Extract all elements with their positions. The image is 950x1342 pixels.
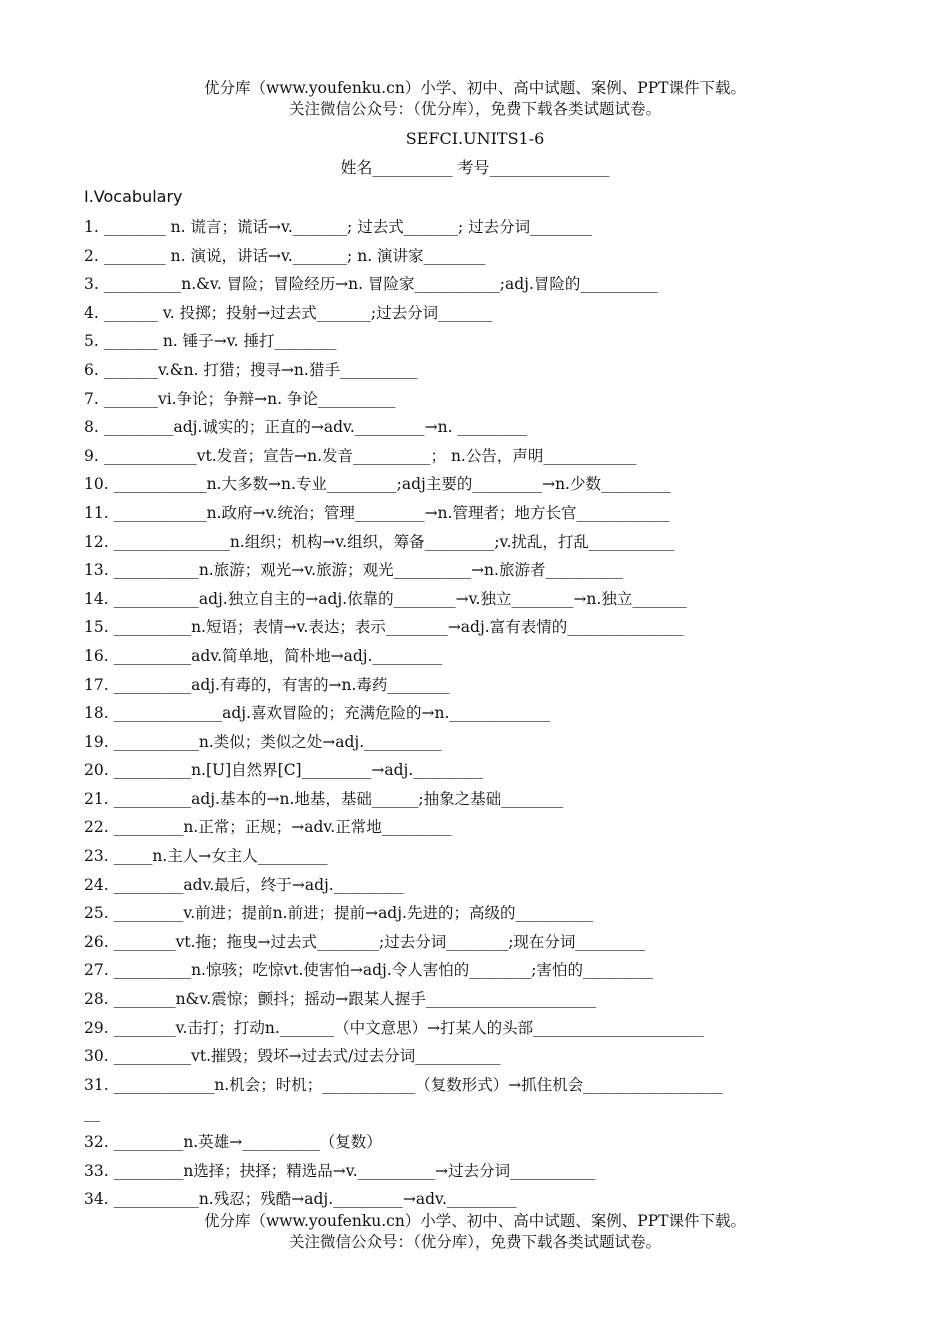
list-item: 5. _______ n. 锤子→v. 捶打________ — [84, 332, 337, 351]
vocabulary-list — [84, 213, 884, 1214]
list-item: 1. ________ n. 谎言；谎话→v._______; 过去式_______; 过去分词________ — [84, 218, 593, 236]
list-item: 23. _____n.主人→女主人_________ — [84, 847, 328, 866]
page-header — [0, 78, 950, 120]
list-item: 19. ___________n.类似；类似之处→adj.__________ — [84, 732, 442, 751]
list-item: 2. ________ n. 演说，讲话→v._______; n. 演讲家________ — [84, 246, 486, 265]
name-exam-row — [0, 157, 950, 179]
list-item: 8. _________adj.诚实的；正直的→adv._________→n. _________ — [84, 418, 528, 437]
list-item: 34. ___________n.残忍；残酷→adj._________→adv._________ — [84, 1190, 517, 1209]
list-item: 10. ____________n.大多数→n.专业_________;adj主要的_________→n.少数_________ — [84, 475, 671, 494]
list-item: 33. _________n选择；抉择；精选品→v.__________→过去分词___________ — [84, 1161, 596, 1180]
exam-number-field[interactable]: 考号_______________ — [457, 158, 610, 177]
list-item: 4. _______ v. 投掷；投射→过去式_______;过去分词_______ — [84, 303, 493, 322]
header-line-1: 优分库（www.youfenku.cn）小学、初中、高中试题、案例、PPT课件下载。 — [203, 79, 747, 97]
list-item: 30. __________vt.摧毁；毁坏→过去式/过去分词___________ — [84, 1047, 501, 1066]
list-item: 7. _______vi.争论；争辩→n. 争论__________ — [84, 389, 396, 408]
list-item: 18. ______________adj.喜欢冒险的；充满危险的→n._____________ — [84, 704, 551, 723]
list-item-continuation: __ — [84, 1103, 100, 1123]
page-footer — [0, 1211, 950, 1253]
footer-line-2: 关注微信公众号：（优分库），免费下载各类试题试卷。 — [288, 1233, 661, 1251]
list-item: 31. _____________n.机会；时机；____________（复数形式）→抓住机会__________________ — [84, 1075, 723, 1094]
list-item: 26. ________vt.拖；拖曳→过去式________;过去分词________;现在分词_________ — [84, 932, 646, 951]
list-item: 32. _________n.英雄→__________（复数） — [84, 1133, 382, 1151]
list-item: 3. __________n.&v. 冒险；冒险经历→n. 冒险家___________;adj.冒险的__________ — [84, 275, 658, 294]
list-item: 24. _________adv.最后，终于→adj._________ — [84, 875, 404, 894]
list-item: 27. __________n.惊骇；吃惊vt.使害怕→adj.令人害怕的________;害怕的_________ — [84, 961, 653, 980]
name-field[interactable]: 姓名__________ — [340, 158, 453, 177]
header-line-2: 关注微信公众号：（优分库），免费下载各类试题试卷。 — [288, 100, 661, 118]
list-item: 11. ____________n.政府→v.统治；管理_________→n.管理者；地方长官____________ — [84, 503, 670, 522]
page-title: SEFCI.UNITS1-6 — [405, 129, 545, 148]
list-item: 21. __________adj.基本的→n.地基，基础______;抽象之基础________ — [84, 789, 564, 808]
list-item: 22. _________n.正常；正规；→adv.正常地_________ — [84, 818, 452, 837]
list-item: 28. ________n&v.震惊；颤抖；摇动→跟某人握手______________________ — [84, 990, 597, 1009]
list-item: 9. ____________vt.发音；宣告→n.发音__________； n.公告，声明____________ — [84, 446, 637, 465]
footer-line-1: 优分库（www.youfenku.cn）小学、初中、高中试题、案例、PPT课件下载。 — [203, 1212, 747, 1230]
list-item: 29. ________v.击打；打动n._______（中文意思）→打某人的头部______________________ — [84, 1018, 704, 1037]
list-item: 25. _________v.前进；提前n.前进；提前→adj.先进的；高级的__________ — [84, 904, 593, 923]
list-item: 13. ___________n.旅游；观光→v.旅游；观光__________→n.旅游者__________ — [84, 561, 623, 580]
list-item: 17. __________adj.有毒的，有害的→n.毒药________ — [84, 675, 450, 694]
list-item: 12. _______________n.组织；机构→v.组织，筹备_________;v.扰乱，打乱___________ — [84, 532, 675, 551]
list-item: 6. _______v.&n. 打猎；搜寻→n.猎手__________ — [84, 360, 418, 379]
list-item: 15. __________n.短语；表情→v.表达；表示________→adj.富有表情的_______________ — [84, 618, 684, 637]
list-item: 14. ___________adj.独立自主的→adj.依靠的________→v.独立________→n.独立_______ — [84, 589, 687, 608]
list-item: 20. __________n.[U]自然界[C]_________→adj._________ — [84, 761, 483, 780]
section-heading-vocabulary: I.Vocabulary — [84, 187, 183, 206]
list-item: 16. __________adv.简单地，简朴地→adj._________ — [84, 646, 443, 665]
